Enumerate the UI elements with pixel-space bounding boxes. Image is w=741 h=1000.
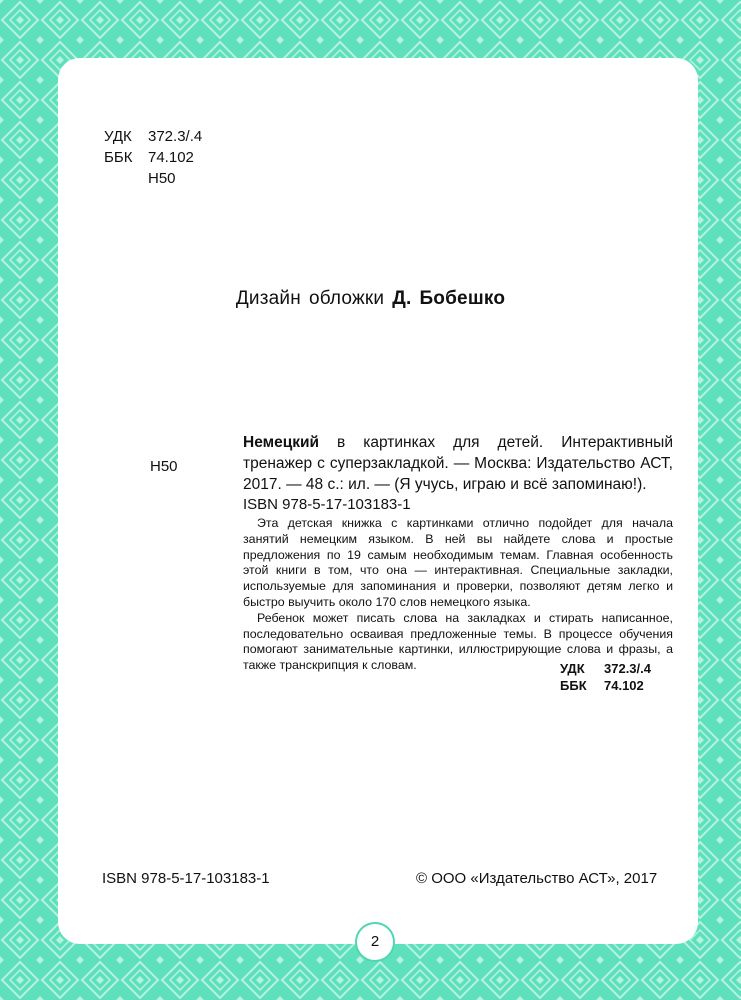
designer-surname: Бобешко — [419, 288, 506, 309]
bbk-value-bottom: 74.102 — [604, 678, 644, 693]
bbk-label: ББК — [104, 149, 133, 166]
design-word-1: Дизайн — [235, 288, 301, 309]
bibliographic-entry — [243, 432, 673, 495]
udk-value: 372.3/.4 — [148, 128, 203, 145]
footer-isbn: ISBN 978-5-17-103183-1 — [102, 870, 270, 887]
author-mark: Н50 — [148, 170, 176, 187]
annotation — [243, 516, 673, 674]
entry-details: в картинках для детей. Интерактивный тренажер с суперзакладкой. — Москва: Издательство АСТ, 2017. — 48 с.: ил. — (Я учусь, играю и всё запоминаю!). — [243, 434, 673, 493]
designer-initial: Д. — [392, 288, 412, 309]
udk-label: УДК — [104, 128, 132, 145]
annotation-paragraph-2: Ребенок может писать слова на закладках и стирать написанное, последовательно осваивая предложенные темы. В процессе обучения помогают занимательные картинки, иллюстрирующие слова и фразы, а также транскрипция к словам. — [243, 610, 673, 673]
classification-codes-top — [104, 126, 202, 189]
udk-label-bottom: УДК — [560, 661, 585, 676]
design-word-2: обложки — [308, 288, 385, 309]
cover-design-credit — [0, 288, 741, 310]
entry-isbn: ISBN 978-5-17-103183-1 — [243, 496, 411, 513]
entry-author-mark: Н50 — [150, 458, 178, 475]
entry-title: Немецкий — [243, 434, 320, 451]
annotation-paragraph-1: Эта детская книжка с картинками отлично подойдет для начала занятий немецким языком. В ней вы найдете слова и простые предложения по 19 самым необходимым темам. Главная особенность этой книги в том, что она — интерактивная. Специальные закладки, используемые для запоминания и проверки, позволяют детям легко и быстро выучить около 170 слов немецкого языка. — [243, 516, 673, 609]
page-number: 2 — [355, 922, 395, 962]
copyright-notice: © ООО «Издательство АСТ», 2017 — [416, 870, 658, 887]
classification-codes-bottom — [560, 660, 651, 694]
bbk-value: 74.102 — [148, 149, 194, 166]
bbk-label-bottom: ББК — [560, 678, 587, 693]
udk-value-bottom: 372.3/.4 — [604, 661, 651, 676]
